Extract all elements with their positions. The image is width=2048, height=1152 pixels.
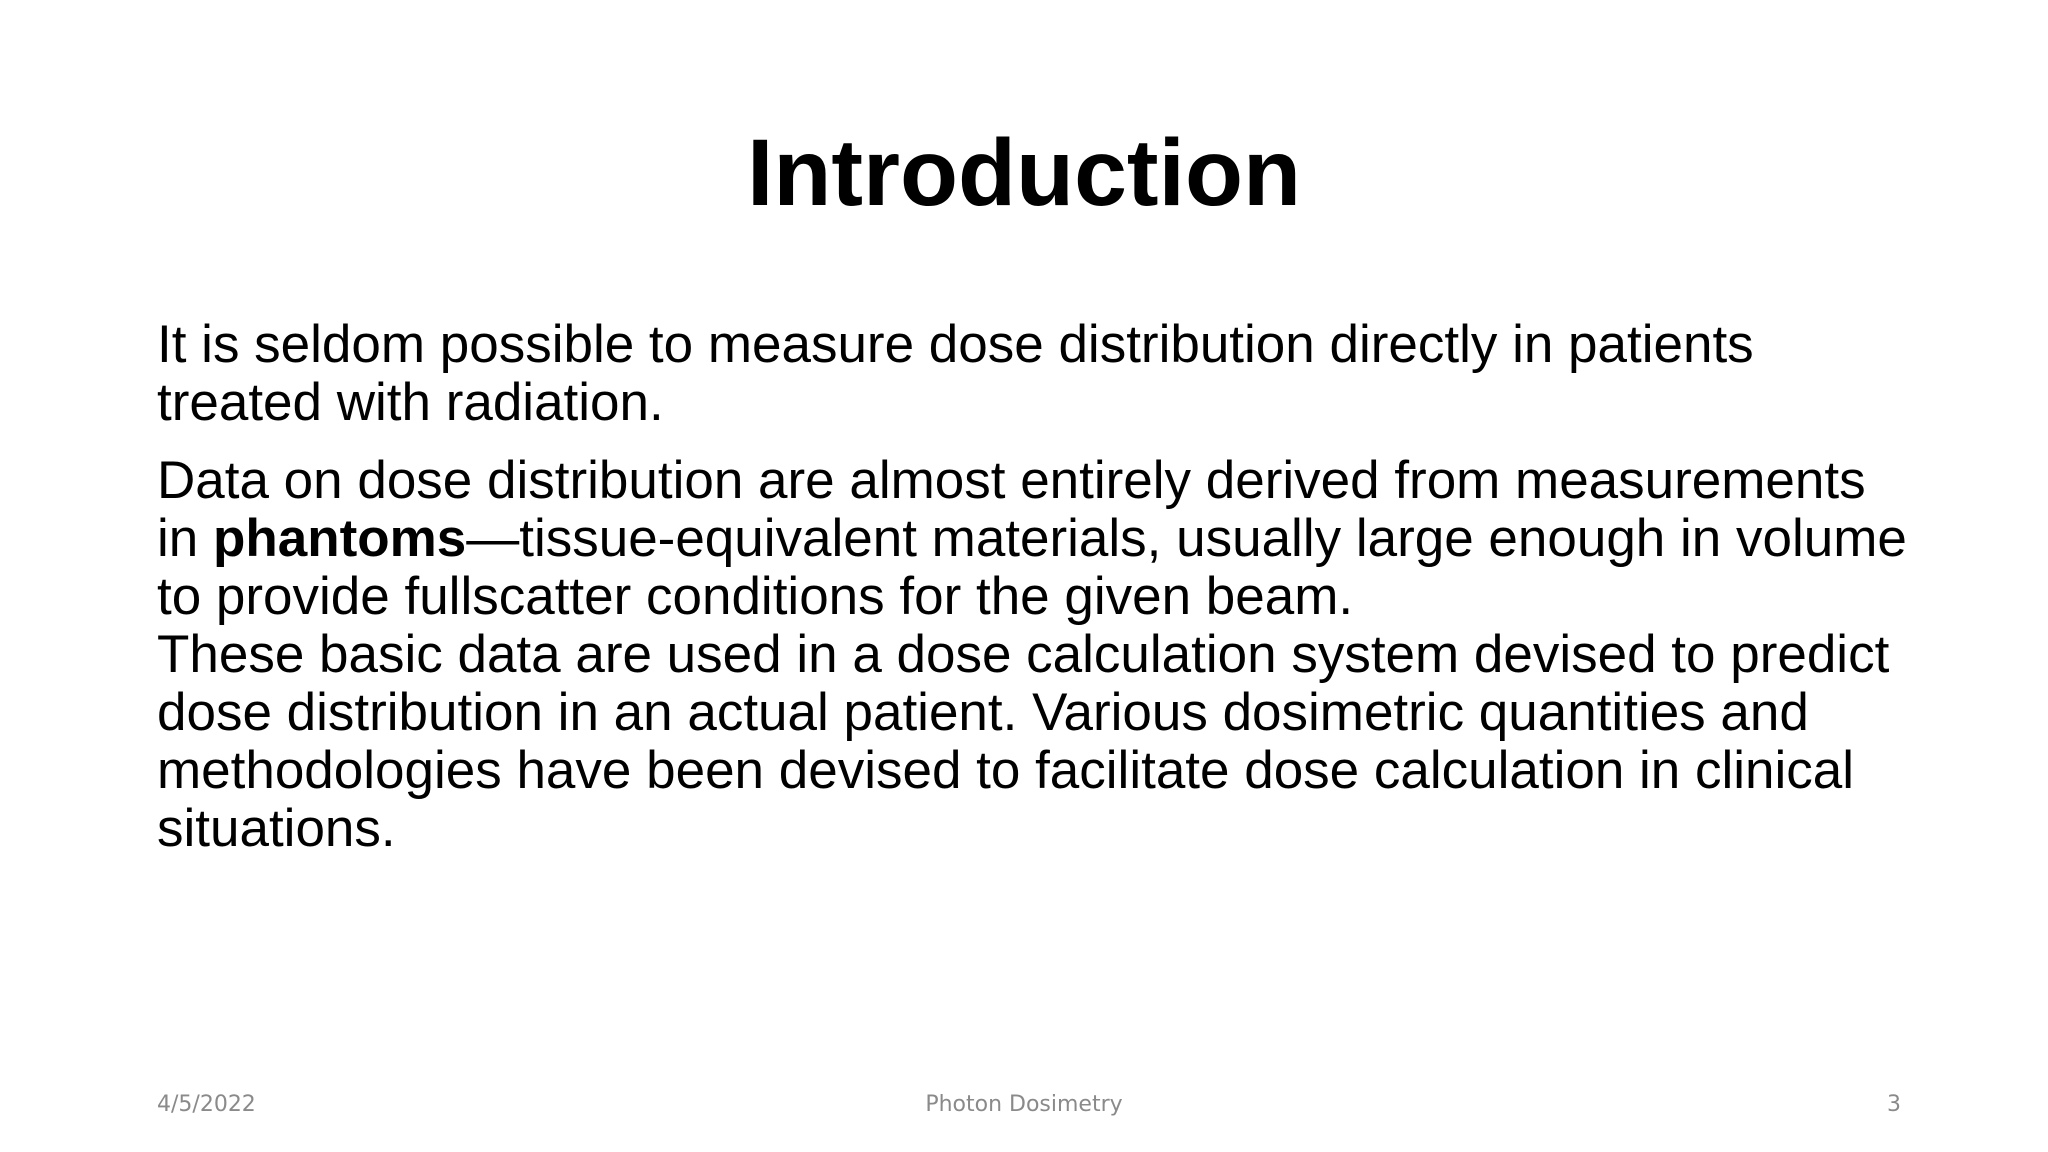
footer-title: Photon Dosimetry <box>925 1092 1123 1117</box>
footer-page-number: 3 <box>1887 1092 1901 1117</box>
paragraph-2-text-end: —tissue-equivalent materials, usually large enough in volume to provide fullscatter conditions for the given beam. <box>157 509 1907 626</box>
paragraph-2-text-start: Data on dose distribution are almost entirely derived from measurements in <box>157 451 1866 568</box>
slide-title: Introduction <box>746 120 1302 226</box>
footer-date: 4/5/2022 <box>157 1092 256 1117</box>
paragraph-2-bold-term: phantoms <box>212 509 467 568</box>
paragraph-3: These basic data are used in a dose calculation system devised to predict dose distribution in an actual patient. Various dosimetric quantities and methodologies have been devised to facilitate dose calculation in clinical situations. <box>157 625 1890 858</box>
paragraph-2 <box>157 452 1917 626</box>
paragraph-1: It is seldom possible to measure dose distribution directly in patients treated with radiation. <box>157 315 1754 432</box>
slide-body <box>157 316 1917 858</box>
